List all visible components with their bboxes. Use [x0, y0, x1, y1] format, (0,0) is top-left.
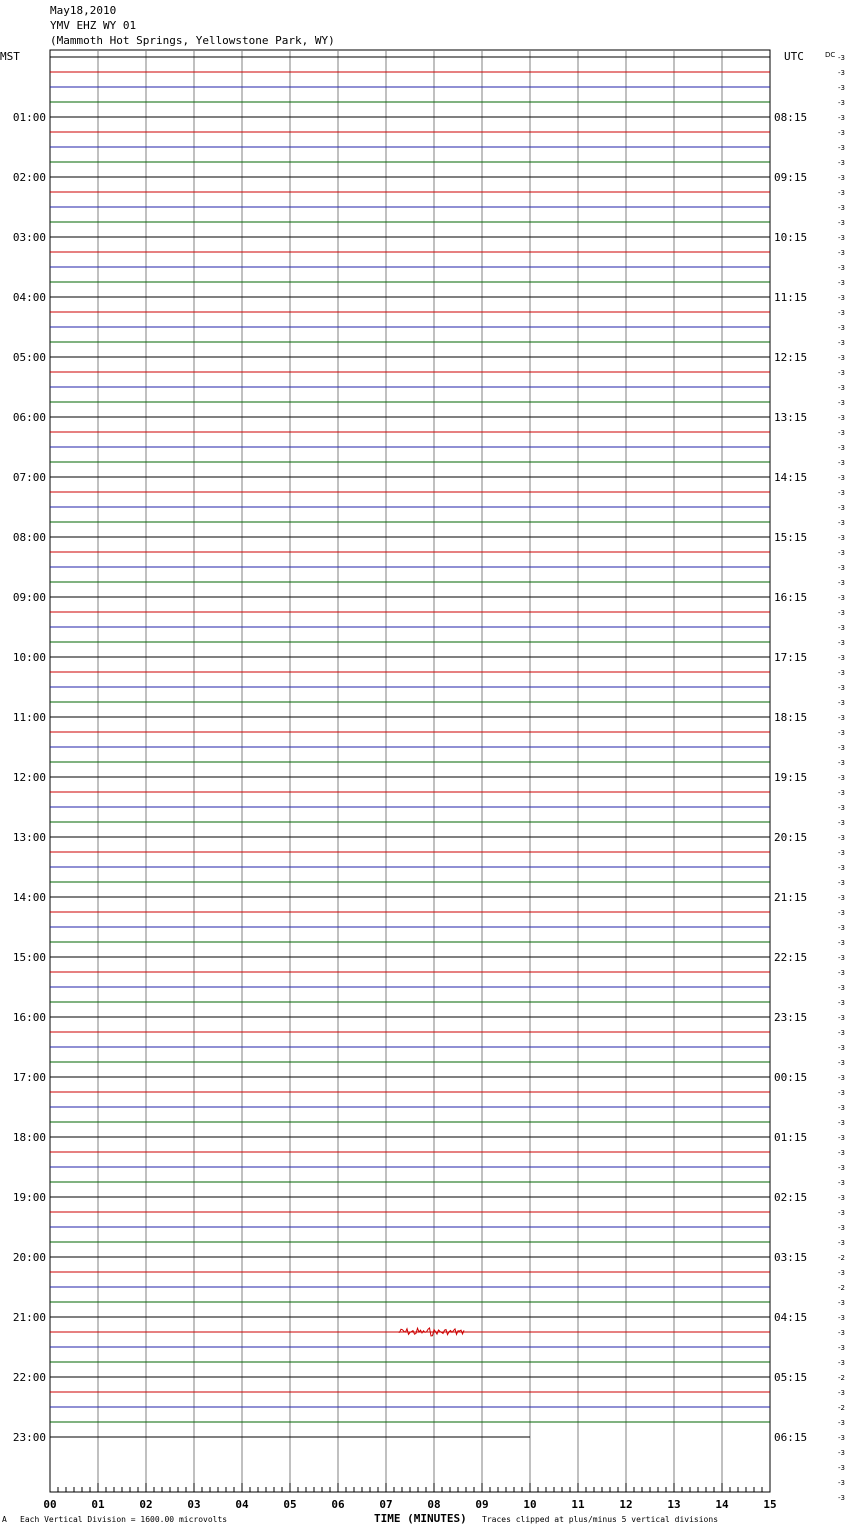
x-tick-label: 06 [331, 1498, 345, 1511]
utc-hour-label: 18:15 [774, 711, 808, 724]
utc-axis-label: UTC [784, 50, 804, 63]
scale-note: Each Vertical Division = 1600.00 microvolts [20, 1515, 228, 1524]
x-tick-label: 09 [475, 1498, 489, 1511]
dc-offset-value: -3 [838, 339, 845, 347]
x-tick-label: 03 [187, 1498, 201, 1511]
dc-offset-value: -3 [838, 729, 845, 737]
dc-label: DC [825, 51, 836, 59]
dc-offset-value: -3 [838, 444, 845, 452]
corner-mark: A [2, 1515, 7, 1524]
utc-hour-label: 08:15 [774, 111, 808, 124]
dc-offset-value: -3 [838, 519, 845, 527]
dc-offset-value: -3 [838, 1389, 845, 1397]
dc-offset-value: -3 [838, 819, 845, 827]
mst-hour-label: 01:00 [12, 111, 46, 124]
dc-offset-value: -3 [838, 1434, 845, 1442]
dc-offset-value: -3 [838, 1194, 845, 1202]
dc-offset-value: -3 [838, 1164, 845, 1172]
utc-hour-label: 04:15 [774, 1311, 808, 1324]
dc-offset-value: -3 [838, 894, 845, 902]
mst-hour-label: 07:00 [12, 471, 46, 484]
dc-offset-value: -3 [838, 1224, 845, 1232]
dc-offset-value: -3 [838, 414, 845, 422]
utc-hour-label: 19:15 [774, 771, 808, 784]
dc-offset-value: -3 [838, 684, 845, 692]
x-axis-title: TIME (MINUTES) [374, 1512, 467, 1525]
dc-offset-value: -3 [838, 1104, 845, 1112]
station-location: (Mammoth Hot Springs, Yellowstone Park, WY) [50, 34, 335, 47]
mst-hour-label: 03:00 [12, 231, 46, 244]
x-tick-label: 12 [619, 1498, 633, 1511]
dc-offset-value: -3 [838, 189, 845, 197]
plot-frame [50, 50, 770, 1492]
dc-offset-value: -3 [838, 1029, 845, 1037]
dc-offset-value: -3 [838, 1299, 845, 1307]
dc-offset-value: -3 [838, 399, 845, 407]
dc-offset-value: -3 [838, 1014, 845, 1022]
dc-offset-value: -3 [838, 54, 845, 62]
dc-offset-value: -3 [838, 1329, 845, 1337]
dc-offset-value: -3 [838, 1179, 845, 1187]
station-code: YMV EHZ WY 01 [50, 19, 137, 32]
mst-hour-label: 06:00 [12, 411, 46, 424]
x-tick-label: 01 [91, 1498, 105, 1511]
mst-hour-label: 16:00 [12, 1011, 46, 1024]
dc-offset-value: -3 [838, 699, 845, 707]
dc-offset-value: -3 [838, 579, 845, 587]
mst-hour-label: 10:00 [12, 651, 46, 664]
dc-offset-value: -3 [838, 1209, 845, 1217]
dc-offset-value: -3 [838, 249, 845, 257]
utc-hour-label: 05:15 [774, 1371, 808, 1384]
utc-hour-label: 14:15 [774, 471, 808, 484]
dc-offset-value: -3 [838, 1464, 845, 1472]
dc-offset-value: -3 [838, 204, 845, 212]
dc-offset-value: -3 [838, 294, 845, 302]
dc-offset-value: -3 [838, 789, 845, 797]
dc-offset-value: -3 [838, 504, 845, 512]
dc-offset-value: -2 [838, 1374, 845, 1382]
mst-hour-label: 18:00 [12, 1131, 46, 1144]
x-tick-label: 15 [763, 1498, 777, 1511]
mst-hour-label: 17:00 [12, 1071, 46, 1084]
x-tick-label: 02 [139, 1498, 153, 1511]
dc-offset-value: -3 [838, 804, 845, 812]
utc-hour-label: 12:15 [774, 351, 808, 364]
dc-offset-value: -3 [838, 84, 845, 92]
dc-offset-value: -3 [838, 1494, 845, 1502]
utc-hour-label: 00:15 [774, 1071, 808, 1084]
mst-hour-label: 14:00 [12, 891, 46, 904]
utc-hour-label: 06:15 [774, 1431, 808, 1444]
dc-offset-value: -3 [838, 744, 845, 752]
mst-hour-label: 02:00 [12, 171, 46, 184]
dc-offset-value: -3 [838, 1314, 845, 1322]
utc-hour-label: 11:15 [774, 291, 808, 304]
mst-hour-label: 04:00 [12, 291, 46, 304]
x-tick-label: 07 [379, 1498, 393, 1511]
mst-hour-label: 19:00 [12, 1191, 46, 1204]
utc-hour-label: 09:15 [774, 171, 808, 184]
dc-offset-value: -3 [838, 129, 845, 137]
plot-date: May18,2010 [50, 4, 117, 17]
mst-axis-label: MST [0, 50, 20, 63]
dc-offset-value: -2 [838, 1254, 845, 1262]
dc-offset-value: -3 [838, 1074, 845, 1082]
dc-offset-value: -3 [838, 354, 845, 362]
dc-offset-value: -3 [838, 864, 845, 872]
mst-hour-label: 23:00 [12, 1431, 46, 1444]
utc-hour-label: 23:15 [774, 1011, 808, 1024]
dc-offset-value: -3 [838, 474, 845, 482]
dc-offset-value: -3 [838, 459, 845, 467]
mst-hour-label: 11:00 [12, 711, 46, 724]
dc-offset-value: -3 [838, 594, 845, 602]
dc-offset-value: -3 [838, 714, 845, 722]
dc-offset-value: -3 [838, 954, 845, 962]
dc-offset-value: -3 [838, 969, 845, 977]
x-tick-label: 04 [235, 1498, 249, 1511]
dc-offset-value: -3 [838, 159, 845, 167]
dc-offset-value: -3 [838, 144, 845, 152]
dc-offset-value: -3 [838, 564, 845, 572]
x-tick-label: 11 [571, 1498, 585, 1511]
dc-offset-value: -3 [838, 1479, 845, 1487]
utc-hour-label: 17:15 [774, 651, 808, 664]
dc-offset-value: -3 [838, 549, 845, 557]
mst-hour-label: 08:00 [12, 531, 46, 544]
x-tick-label: 13 [667, 1498, 681, 1511]
dc-offset-value: -3 [838, 759, 845, 767]
dc-offset-value: -3 [838, 834, 845, 842]
x-tick-label: 10 [523, 1498, 537, 1511]
dc-offset-value: -3 [838, 939, 845, 947]
dc-offset-value: -3 [838, 309, 845, 317]
utc-hour-label: 15:15 [774, 531, 808, 544]
dc-offset-value: -3 [838, 639, 845, 647]
x-tick-label: 00 [43, 1498, 57, 1511]
dc-offset-value: -3 [838, 774, 845, 782]
dc-offset-value: -3 [838, 114, 845, 122]
mst-hour-label: 05:00 [12, 351, 46, 364]
dc-offset-value: -3 [838, 384, 845, 392]
dc-offset-value: -3 [838, 1134, 845, 1142]
dc-offset-value: -3 [838, 219, 845, 227]
utc-hour-label: 13:15 [774, 411, 808, 424]
mst-hour-label: 21:00 [12, 1311, 46, 1324]
dc-offset-value: -3 [838, 879, 845, 887]
dc-offset-value: -3 [838, 1449, 845, 1457]
dc-offset-value: -3 [838, 1089, 845, 1097]
mst-hour-label: 12:00 [12, 771, 46, 784]
dc-offset-value: -3 [838, 489, 845, 497]
dc-offset-value: -3 [838, 534, 845, 542]
utc-hour-label: 22:15 [774, 951, 808, 964]
mst-hour-label: 09:00 [12, 591, 46, 604]
utc-hour-label: 21:15 [774, 891, 808, 904]
dc-offset-value: -3 [838, 909, 845, 917]
dc-offset-value: -3 [838, 234, 845, 242]
dc-offset-value: -3 [838, 99, 845, 107]
mst-hour-label: 20:00 [12, 1251, 46, 1264]
dc-offset-value: -3 [838, 279, 845, 287]
dc-offset-value: -3 [838, 924, 845, 932]
dc-offset-value: -3 [838, 1359, 845, 1367]
dc-offset-value: -3 [838, 999, 845, 1007]
dc-offset-value: -3 [838, 1344, 845, 1352]
mst-hour-label: 13:00 [12, 831, 46, 844]
dc-offset-value: -3 [838, 654, 845, 662]
x-tick-label: 14 [715, 1498, 729, 1511]
dc-offset-value: -3 [838, 369, 845, 377]
dc-offset-value: -3 [838, 609, 845, 617]
dc-offset-value: -3 [838, 1119, 845, 1127]
dc-offset-value: -3 [838, 624, 845, 632]
utc-hour-label: 03:15 [774, 1251, 808, 1264]
mst-hour-label: 22:00 [12, 1371, 46, 1384]
dc-offset-value: -3 [838, 984, 845, 992]
utc-hour-label: 20:15 [774, 831, 808, 844]
clip-note: Traces clipped at plus/minus 5 vertical divisions [482, 1515, 719, 1524]
dc-offset-value: -3 [838, 1059, 845, 1067]
dc-offset-value: -2 [838, 1284, 845, 1292]
x-tick-label: 05 [283, 1498, 297, 1511]
mst-hour-label: 15:00 [12, 951, 46, 964]
dc-offset-value: -3 [838, 1149, 845, 1157]
dc-offset-value: -3 [838, 1419, 845, 1427]
utc-hour-label: 02:15 [774, 1191, 808, 1204]
dc-offset-value: -3 [838, 264, 845, 272]
dc-offset-value: -3 [838, 174, 845, 182]
dc-offset-value: -3 [838, 69, 845, 77]
utc-hour-label: 10:15 [774, 231, 808, 244]
dc-offset-value: -3 [838, 849, 845, 857]
dc-offset-value: -3 [838, 1239, 845, 1247]
dc-offset-value: -3 [838, 429, 845, 437]
dc-offset-value: -3 [838, 1269, 845, 1277]
utc-hour-label: 16:15 [774, 591, 808, 604]
dc-offset-value: -2 [838, 1404, 845, 1412]
dc-offset-value: -3 [838, 324, 845, 332]
dc-offset-value: -3 [838, 669, 845, 677]
dc-offset-value: -3 [838, 1044, 845, 1052]
utc-hour-label: 01:15 [774, 1131, 808, 1144]
x-tick-label: 08 [427, 1498, 441, 1511]
